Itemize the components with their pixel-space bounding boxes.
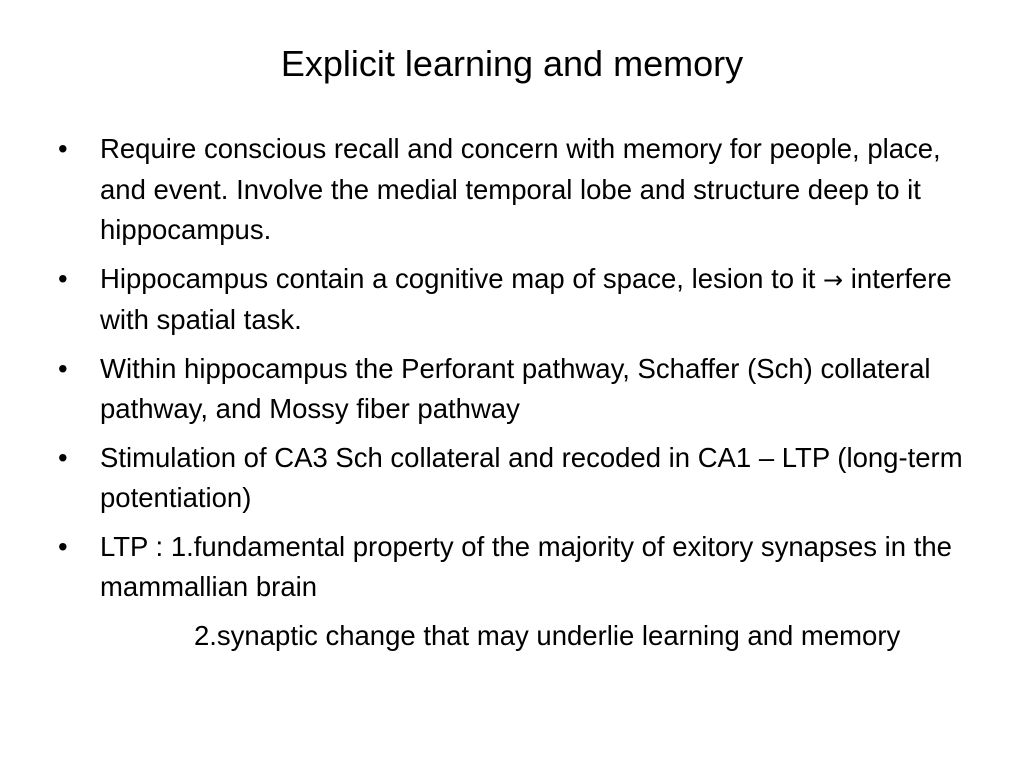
bullet-item-pathways [58, 349, 978, 430]
bullet-item-conscious-recall [58, 129, 978, 251]
bullet-item-ltp-property [58, 527, 978, 608]
bullet-item-ltp-stimulation [58, 438, 978, 519]
bullet-text-after-arrow: interfere with spatial task. [100, 262, 952, 335]
bullet-dot-icon: • [58, 530, 68, 562]
slide-title: Explicit learning and memory [280, 43, 744, 84]
bullet-text: LTP : 1.fundamental property of the majority of exitory synapses in the mammallian brain [100, 530, 952, 602]
bullet-text-before-arrow: Hippocampus contain a cognitive map of space, lesion to it [100, 262, 824, 294]
bullet-continuation: 2.synaptic change that may underlie learning and memory [194, 619, 901, 651]
bullet-item-hippocampus-map [58, 259, 978, 341]
bullet-dot-icon: • [58, 441, 68, 473]
bullet-dot-icon: • [58, 262, 68, 294]
bullet-text: Stimulation of CA3 Sch collateral and recoded in CA1 – LTP (long-term potentiation) [100, 441, 963, 513]
bullet-dot-icon: • [58, 352, 68, 384]
bullet-dot-icon: • [58, 133, 68, 164]
right-arrow-icon: → [823, 265, 844, 294]
bullet-list [58, 129, 978, 656]
bullet-text: Within hippocampus the Perforant pathway, Schaffer (Sch) collateral pathway, and Mossy fiber pathway [100, 352, 931, 424]
bullet-text: Require conscious recall and concern with memory for people, place, and event. Involve the medial temporal lobe and structure deep to it hippocampus. [100, 133, 941, 245]
